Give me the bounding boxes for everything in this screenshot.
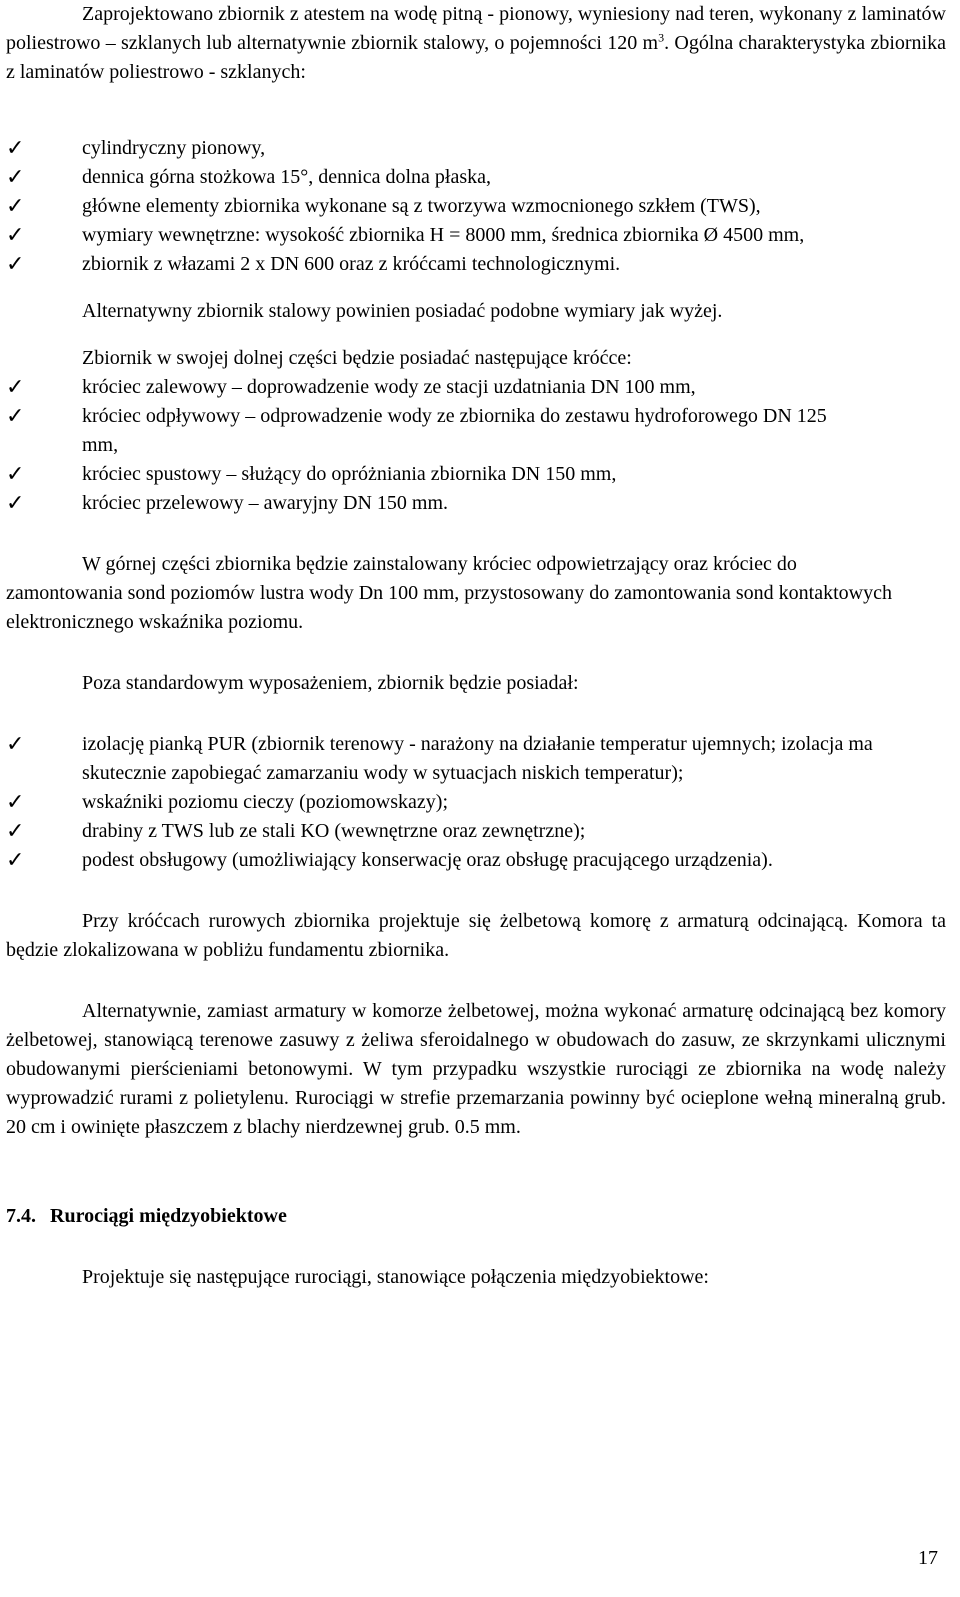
checkmark-icon: ✓ [6,136,25,161]
checkmark-icon: ✓ [6,252,25,277]
page-number: 17 [918,1547,938,1569]
upper-part-paragraph: W górnej części zbiornika będzie zainstalowany króciec odpowietrzający oraz króciec do zamontowania sond poziomów lustra wody Dn 100 mm, przystosowany do zamontowania sond kontaktowych elektronicznego wskaźnika poziomu. [6,553,892,633]
section-intro: Projektuje się następujące rurociągi, stanowiące połączenia międzyobiektowe: [82,1266,709,1288]
checkmark-icon: ✓ [6,375,25,400]
list-item [6,373,946,402]
checkmark-icon: ✓ [6,223,25,248]
list-item [6,460,946,489]
section-number: 7.4. [6,1205,36,1227]
list-item-text: króciec spustowy – służący do opróżniania zbiornika DN 150 mm, [82,463,617,485]
list-item [6,817,946,846]
alt-steel-paragraph: Alternatywny zbiornik stalowy powinien posiadać podobne wymiary jak wyżej. [82,300,723,322]
checkmark-icon: ✓ [6,848,25,873]
checkmark-icon: ✓ [6,790,25,815]
characteristics-list [6,134,946,279]
lower-nozzles-list [6,373,946,518]
list-item-text: króciec przelewowy – awaryjny DN 150 mm. [82,492,448,514]
list-item [6,134,946,163]
list-item [6,846,946,875]
list-item [6,788,946,817]
intro-text: Zaprojektowano zbiornik z atestem na wodę pitną - pionowy, wyniesiony nad teren, wykonany z laminatów poliestrowo – szklanych lub alternatywnie zbiornik stalowy, o pojemności 120 m [6,3,946,54]
list-item-text: główne elementy zbiornika wykonane są z tworzywa wzmocnionego szkłem (TWS), [82,195,761,217]
checkmark-icon: ✓ [6,404,25,429]
alternative-paragraph: Alternatywnie, zamiast armatury w komorze żelbetowej, można wykonać armaturę odcinającą bez komory żelbetowej, stanowiącą terenowe zasuwy z żeliwa sferoidalnego w obudowach do zasuw, ze skrzynkami ulicznymi obudowanymi pierścieniami betonowymi. W tym przypadku wszystkie rurociągi ze zbiornika na wodę należy wyprowadzić rurami z polietylenu. Rurociągi w strefie przemarzania powinny być ocieplone wełną mineralną grub. 20 cm i owinięte płaszczem z blachy nierdzewnej grub. 0.5 mm. [6,1000,946,1138]
checkmark-icon: ✓ [6,165,25,190]
list-item-text: zbiornik z włazami 2 x DN 600 oraz z króćcami technologicznymi. [82,253,621,275]
list-item-text: drabiny z TWS lub ze stali KO (wewnętrzne oraz zewnętrzne); [82,820,586,842]
list-item-text: dennica górna stożkowa 15°, dennica dolna płaska, [82,166,491,188]
list-item [6,489,946,518]
checkmark-icon: ✓ [6,491,25,516]
section-title: Rurociągi międzyobiektowe [50,1205,287,1227]
list-item-text: wymiary wewnętrzne: wysokość zbiornika H = 8000 mm, średnica zbiornika Ø 4500 mm, [82,224,805,246]
checkmark-icon: ✓ [6,194,25,219]
intro-paragraph [6,0,946,87]
list-item-text: podest obsługowy (umożliwiający konserwację oraz obsługę pracującego urządzenia). [82,849,773,871]
list-item [6,250,946,279]
list-item [6,402,946,460]
list-item-text: cylindryczny pionowy, [82,137,266,159]
list-item [6,730,946,788]
list-item [6,192,946,221]
equipment-list [6,730,946,875]
list-item-text: izolację pianką PUR (zbiornik terenowy - narażony na działanie temperatur ujemnych; izolacja ma skutecznie zapobiegać zamarzaniu wody w sytuacjach niskich temperatur); [82,733,873,784]
list-item-text: króciec odpływowy – odprowadzenie wody ze zbiornika do zestawu hydroforowego DN 125 mm, [82,405,827,456]
document-page [6,0,946,1292]
list-item-text: wskaźniki poziomu cieczy (poziomowskazy); [82,791,448,813]
lower-nozzles-intro: Zbiornik w swojej dolnej części będzie posiadać następujące króćce: [82,347,632,369]
checkmark-icon: ✓ [6,732,25,757]
section-heading [6,1202,946,1231]
checkmark-icon: ✓ [6,462,25,487]
list-item [6,221,946,250]
intro-text-continued: . Ogólna charakterystyka zbiornika z laminatów poliestrowo - szklanych: [6,32,946,83]
list-item-text: króciec zalewowy – doprowadzenie wody ze stacji uzdatniania DN 100 mm, [82,376,696,398]
checkmark-icon: ✓ [6,819,25,844]
cubic-superscript: 3 [658,30,665,45]
chamber-paragraph: Przy króćcach rurowych zbiornika projektuje się żelbetową komorę z armaturą odcinającą. Komora ta będzie zlokalizowana w pobliżu fundamentu zbiornika. [6,910,946,961]
list-item [6,163,946,192]
equipment-intro: Poza standardowym wyposażeniem, zbiornik będzie posiadał: [82,672,579,694]
